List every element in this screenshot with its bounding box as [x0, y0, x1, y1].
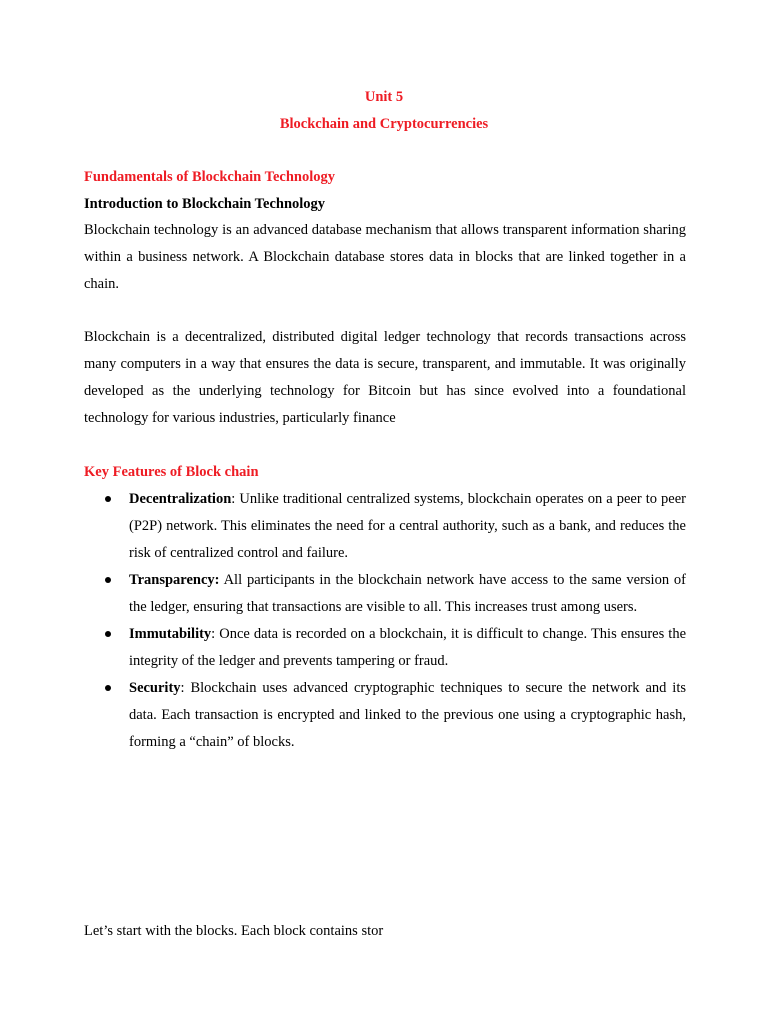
- feature-item-immutability: [84, 621, 686, 675]
- intro-paragraph-1: Blockchain technology is an advanced database mechanism that allows transparent information sharing within a business network. A Blockchain database stores data in blocks that are linked together in a chain.: [84, 222, 686, 292]
- feature-text: Blockchain uses advanced cryptographic techniques to secure the network and its data. Each transaction is encrypted and linked to the previous one using a cryptographic hash, forming a “chain” of blocks.: [129, 680, 686, 750]
- section-heading: Fundamentals of Blockchain Technology: [84, 169, 335, 185]
- feature-separator: :: [180, 680, 191, 696]
- feature-text: Unlike traditional centralized systems, blockchain operates on a peer to peer (P2P) network. This eliminates the need for a central authority, such as a bank, and reduces the risk of centralized control and failure.: [129, 491, 687, 561]
- feature-text: All participants in the blockchain network have access to the same version of the ledger, ensuring that transactions are visible to all. This increases trust among users.: [129, 572, 687, 615]
- bullet-icon: [105, 685, 111, 691]
- feature-item-security: [84, 675, 686, 756]
- subject-title: Blockchain and Cryptocurrencies: [279, 116, 489, 132]
- intro-paragraph-2: Blockchain is a decentralized, distributed digital ledger technology that records transactions across many computers in a way that ensures the data is secure, transparent, and immutable. It was originally developed as the underlying technology for Bitcoin but has since evolved into a foundational technology for various industries, particularly finance: [84, 329, 686, 426]
- feature-term: Transparency:: [129, 572, 220, 588]
- subheading: Introduction to Blockchain Technology: [84, 196, 326, 212]
- feature-term: Decentralization: [129, 491, 232, 507]
- bullet-icon: [105, 577, 111, 583]
- bullet-icon: [105, 631, 111, 637]
- feature-item-transparency: [84, 567, 686, 621]
- feature-text: Once data is recorded on a blockchain, it is difficult to change. This ensures the integrity of the ledger and prevents tampering or fraud.: [129, 626, 687, 669]
- bullet-icon: [105, 496, 111, 502]
- feature-item-decentralization: [84, 486, 686, 567]
- unit-title: Unit 5: [364, 89, 404, 105]
- feature-term: Immutability: [129, 626, 212, 642]
- closing-line: Let’s start with the blocks. Each block contains stor: [84, 923, 384, 939]
- features-list: [84, 486, 686, 756]
- feature-term: Security: [129, 680, 181, 696]
- feature-separator: :: [231, 491, 240, 507]
- features-heading: Key Features of Block chain: [84, 464, 259, 480]
- feature-separator: :: [211, 626, 220, 642]
